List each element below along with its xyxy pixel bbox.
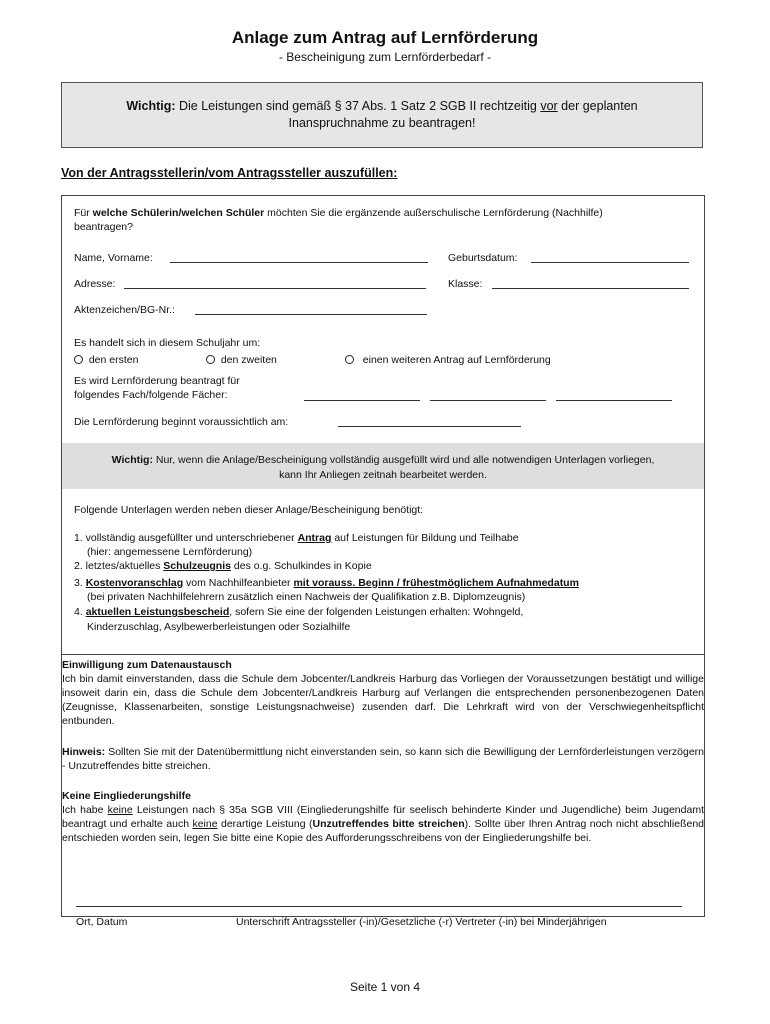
notice-underlined-word: vor (540, 99, 558, 113)
page-number: Seite 1 von 4 (349, 980, 421, 994)
birthdate-field[interactable] (531, 262, 689, 263)
signature-line[interactable] (76, 906, 682, 907)
hint-label: Hinweis: (62, 746, 106, 758)
notice-line2: Inanspruchnahme zu beantragen! (288, 116, 476, 130)
start-date-label: Die Lernförderung beginnt voraussichtlich am: (74, 416, 289, 428)
document-item-1-note: (hier: angemessene Lernförderung) (87, 546, 253, 558)
option-further[interactable] (345, 353, 551, 367)
doc3-num: 3. (74, 577, 86, 589)
no-help-heading: Keine Eingliederungshilfe (62, 790, 191, 802)
doc1-text-end: auf Leistungen für Bildung und Teilhabe (331, 532, 519, 544)
completeness-notice-line2: kann Ihr Anliegen zeitnah bearbeitet werden. (279, 469, 487, 481)
no-help-text-3: derartige Leistung ( (217, 818, 313, 830)
document-item-1 (74, 531, 519, 545)
subject-field-2[interactable] (430, 400, 546, 401)
option-first[interactable] (74, 353, 138, 367)
document-item-4-note: Kinderzuschlag, Asylbewerberleistungen oder Sozialhilfe (87, 621, 351, 633)
doc3-text: vom Nachhilfeanbieter (183, 577, 294, 589)
subjects-label-line2: folgendes Fach/folgende Fächer: (74, 389, 228, 401)
class-label: Klasse: (448, 278, 483, 290)
doc3-bold-2: mit vorauss. Beginn / frühestmöglichem Aufnahmedatum (293, 577, 579, 589)
notice-label: Wichtig: (126, 99, 176, 113)
consent-heading: Einwilligung zum Datenaustausch (62, 659, 232, 671)
consent-text: Ich bin damit einverstanden, dass die Schule dem Jobcenter/Landkreis Harburg das Vorliegen der Voraussetzungen bestätigt und willige insoweit darin ein, dass die Schule dem Jobcenter/Landkreis Harburg auf Verlangen die entsprechenden personenbezogenen Daten (Zeugnisse, Klassenarbeiten, sonstige Leistungsnachweise) zusenden darf. Die Lehrkraft wird von der Verschwiegenheitspflicht entbunden. (62, 673, 704, 727)
notice-text: Die Leistungen sind gemäß § 37 Abs. 1 Satz 2 SGB II rechtzeitig (175, 99, 541, 113)
completeness-notice-label: Wichtig: (111, 454, 153, 466)
document-item-4 (74, 605, 523, 619)
signature-label: Unterschrift Antragssteller (-in)/Gesetzliche (-r) Vertreter (-in) bei Minderjährigen (236, 916, 607, 928)
option-further-label: einen weiteren Antrag auf Lernförderung (362, 354, 551, 366)
document-item-2 (74, 559, 372, 573)
page-subtitle: - Bescheinigung zum Lernförderbedarf - (278, 50, 492, 64)
radio-circle-icon[interactable] (206, 355, 215, 364)
important-notice-box (61, 82, 703, 148)
address-label: Adresse: (74, 278, 116, 290)
birthdate-label: Geburtsdatum: (448, 252, 518, 264)
option-second-label: den zweiten (220, 354, 277, 366)
name-label: Name, Vorname: (74, 252, 153, 264)
start-date-field[interactable] (338, 426, 521, 427)
notice-text-after: der geplanten (557, 99, 638, 113)
no-help-text-4: ). Sollte über Ihren Antrag noch nicht abschließend entschieden worden sein, legen Sie bitte eine Kopie des Aufforderungsschreibens von der Eingliederungshilfe bei. (62, 818, 704, 844)
no-help-underlined-1: keine (107, 804, 133, 816)
intro-prefix: Für (74, 207, 93, 219)
file-number-field[interactable] (195, 314, 427, 315)
no-help-paragraph (62, 803, 704, 845)
option-first-label: den ersten (88, 354, 139, 366)
no-help-text-1: Ich habe (62, 804, 108, 816)
completeness-notice (62, 453, 704, 468)
section-heading: Von der Antragsstellerin/vom Antragssteller auszufüllen: (61, 166, 398, 180)
documents-intro: Folgende Unterlagen werden neben dieser Anlage/Bescheinigung benötigt: (74, 504, 424, 516)
file-number-label: Aktenzeichen/BG-Nr.: (74, 304, 175, 316)
subjects-label-line1: Es wird Lernförderung beantragt für (74, 375, 240, 387)
no-help-underlined-2: keine (192, 818, 218, 830)
doc3-bold: Kostenvoranschlag (85, 577, 184, 589)
schoolyear-question: Es handelt sich in diesem Schuljahr um: (74, 337, 261, 349)
address-field[interactable] (124, 288, 426, 289)
document-item-3-note: (bei privaten Nachhilfelehrern zusätzlich einen Nachweis der Qualifikation z.B. Diplomzeugnis) (87, 591, 526, 603)
student-question (74, 206, 603, 220)
subject-field-3[interactable] (556, 400, 672, 401)
completeness-notice-text: Nur, wenn die Anlage/Bescheinigung vollständig ausgefüllt wird und alle notwendigen Unterlagen vorliegen, (152, 454, 655, 466)
hint-paragraph (62, 745, 704, 773)
hint-text: Sollten Sie mit der Datenübermittlung nicht einverstanden sein, so kann sich die Bewilligung der Lernförderleistungen verzögern - Unzutreffendes bitte streichen. (62, 746, 704, 772)
doc2-text-end: des o.g. Schulkindes in Kopie (230, 560, 372, 572)
doc2-bold: Schulzeugnis (163, 560, 231, 572)
subject-field-1[interactable] (304, 400, 420, 401)
name-field[interactable] (170, 262, 428, 263)
intro-bold: welche Schülerin/welchen Schüler (92, 207, 265, 219)
doc4-bold: aktuellen Leistungsbescheid (85, 606, 230, 618)
page-title: Anlage zum Antrag auf Lernförderung (231, 28, 539, 47)
option-second[interactable] (206, 353, 277, 367)
radio-circle-icon[interactable] (74, 355, 83, 364)
intro-suffix: möchten Sie die ergänzende außerschulische Lernförderung (Nachhilfe) (264, 207, 603, 219)
doc4-text: , sofern Sie eine der folgenden Leistungen erhalten: Wohngeld, (229, 606, 524, 618)
doc2-text: 2. letztes/aktuelles (74, 560, 164, 572)
class-field[interactable] (492, 288, 689, 289)
doc1-text: 1. vollständig ausgefüllter und unterschriebener (74, 532, 298, 544)
place-date-label: Ort, Datum (76, 916, 128, 928)
radio-circle-icon[interactable] (345, 355, 354, 364)
doc1-bold: Antrag (297, 532, 332, 544)
no-help-text-2: Leistungen nach § 35a SGB VIII (Eingliederungshilfe für seelisch behinderte Kinder und Jugendliche) beim Jugendamt beantragt und erhalte auch (62, 804, 704, 830)
student-question-line2: beantragen? (74, 221, 133, 233)
doc4-num: 4. (74, 606, 86, 618)
no-help-bold: Unzutreffendes bitte streichen (312, 818, 465, 830)
document-item-3 (74, 576, 579, 590)
